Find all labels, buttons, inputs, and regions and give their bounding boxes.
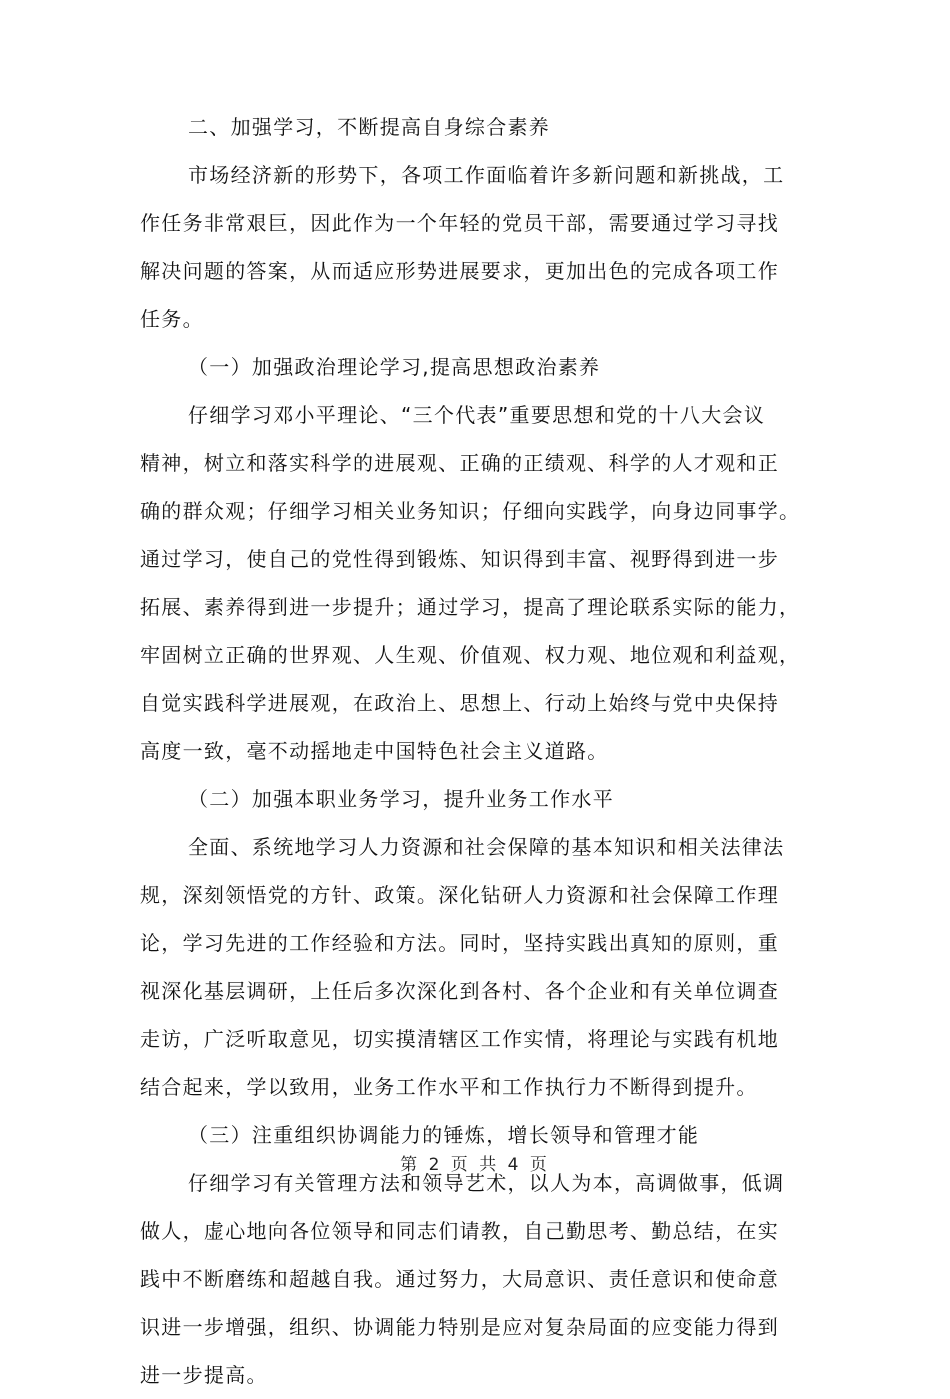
text-line: 通过学习，使自己的党性得到锻炼、知识得到丰富、视野得到进一步 [140,547,779,571]
text-line: 确的群众观；仔细学习相关业务知识；仔细向实践学，向身边同事学。 [140,499,801,523]
section-heading [140,103,810,151]
text-line: 做人，虚心地向各位领导和同志们请教，自己勤思考、勤总结，在实 [140,1219,779,1243]
text-line: 规，深刻领悟党的方针、政策。深化钻研人力资源和社会保障工作理 [140,883,779,907]
paragraph [140,823,810,1111]
paragraph [140,1159,810,1399]
text-line: 牢固树立正确的世界观、人生观、价值观、权力观、地位观和利益观， [140,643,801,667]
paragraph [140,151,810,343]
text-line: （一）加强政治理论学习,提高思想政治素养 [188,355,601,379]
text-line: 视深化基层调研，上任后多次深化到各村、各个企业和有关单位调查 [140,979,779,1003]
text-line: 进一步提高。 [140,1363,268,1387]
text-line: 践中不断磨练和超越自我。通过努力，大局意识、责任意识和使命意 [140,1267,779,1291]
document-body [140,103,810,1399]
subsection-heading [140,775,810,823]
text-line: （三）注重组织协调能力的锤炼，增长领导和管理才能 [188,1123,700,1147]
text-line: 识进一步增强，组织、协调能力特别是应对复杂局面的应变能力得到 [140,1315,779,1339]
text-line: 市场经济新的形势下，各项工作面临着许多新问题和新挑战，工 [188,163,785,187]
subsection-heading [140,343,810,391]
text-line: 二、加强学习，不断提高自身综合素养 [188,115,551,139]
paragraph [140,391,810,775]
text-line: 解决问题的答案，从而适应形势进展要求，更加出色的完成各项工作 [140,259,779,283]
text-line: 论，学习先进的工作经验和方法。同时，坚持实践出真知的原则，重 [140,931,779,955]
text-line: 高度一致，毫不动摇地走中国特色社会主义道路。 [140,739,609,763]
text-line: 仔细学习邓小平理论、“三个代表”重要思想和党的十八大会议 [188,403,766,427]
text-line: 仔细学习有关管理方法和领导艺术，以人为本，高调做事，低调 [188,1171,785,1195]
text-line: 结合起来，学以致用，业务工作水平和工作执行力不断得到提升。 [140,1075,758,1099]
text-line: （二）加强本职业务学习，提升业务工作水平 [188,787,614,811]
page-footer: 第 2 页 共 4 页 [400,1155,550,1175]
text-line: 自觉实践科学进展观，在政治上、思想上、行动上始终与党中央保持 [140,691,779,715]
text-line: 任务。 [140,307,204,331]
text-line: 走访，广泛听取意见，切实摸清辖区工作实情，将理论与实践有机地 [140,1027,779,1051]
text-line: 拓展、素养得到进一步提升；通过学习，提高了理论联系实际的能力， [140,595,801,619]
text-line: 作任务非常艰巨，因此作为一个年轻的党员干部，需要通过学习寻找 [140,211,779,235]
text-line: 精神，树立和落实科学的进展观、正确的正绩观、科学的人才观和正 [140,451,779,475]
text-line: 全面、系统地学习人力资源和社会保障的基本知识和相关法律法 [188,835,785,859]
